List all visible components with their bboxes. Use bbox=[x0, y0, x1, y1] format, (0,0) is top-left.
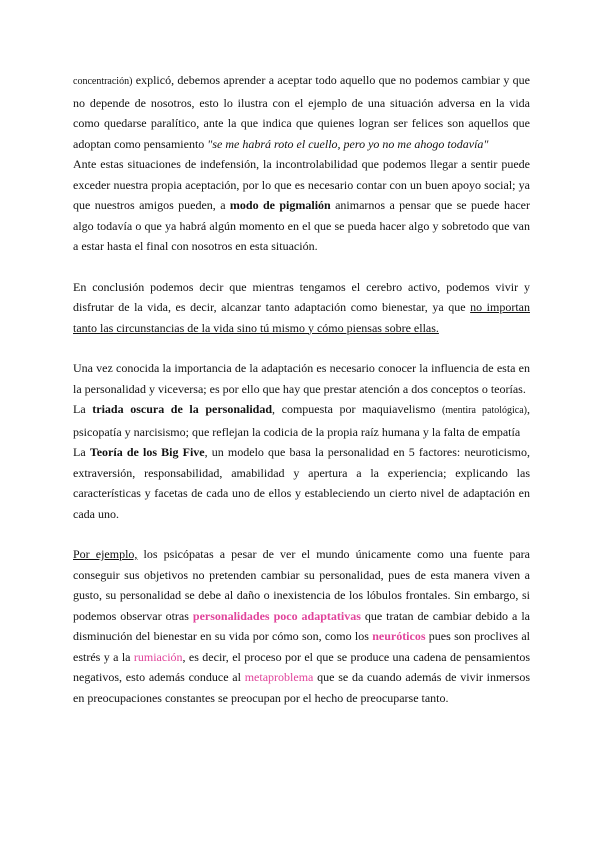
highlighted-term: rumiación bbox=[133, 649, 183, 664]
underlined-lead: Por ejemplo, bbox=[73, 547, 138, 561]
highlighted-term: metaproblema bbox=[244, 670, 314, 684]
paragraph-text: que se da cuando además de vivir inmersos en preocupaciones constantes se preocupan por el hecho de preocuparse tanto. bbox=[73, 670, 530, 705]
paragraph-text: Una vez conocida la importancia de la adaptación es necesario conocer la influencia de esta en la personalidad y viceversa; es por ello que hay que prestar atención a dos conceptos o teorías. bbox=[73, 361, 530, 396]
paragraph-text: En conclusión podemos decir que mientras tengamos el cerebro activo, podemos vivir y disfrutar de la vida, es decir, alcanzar tanto adaptación como bienestar, ya que bbox=[73, 279, 530, 314]
parenthetical-fragment: (mentira patológica) bbox=[442, 405, 527, 416]
bold-term: modo de pigmalión bbox=[229, 198, 331, 212]
highlighted-term: neuróticos bbox=[372, 629, 426, 643]
paragraph-text: , psicopatía y narcisismo; que reflejan la codicia de la propia raíz humana y la falta de empatía bbox=[73, 402, 530, 439]
bold-term: Teoría de los Big Five bbox=[89, 445, 205, 459]
paragraph-text: animarnos a pensar que se puede hacer algo todavía o que ya habrá algún momento en el que se pueda hacer algo y sobretodo que van a estar hasta el final con nosotros en esta situación. bbox=[73, 198, 530, 253]
highlighted-term: personalidades poco adaptativas bbox=[192, 608, 361, 623]
paragraph-text: La bbox=[73, 445, 90, 459]
paragraph-text: , es decir, el proceso por el que se produce una cadena de pensamientos negativos, esto además conduce al bbox=[73, 649, 530, 684]
paragraph-text: explicó, debemos aprender a aceptar todo aquello que no podemos cambiar y que no depende de nosotros, esto lo ilustra con el ejemplo de una situación adversa en la vida como quedarse paralítico, ante la que indica que quienes logran ser felices son aquellos que adoptan como pensamiento bbox=[73, 73, 530, 151]
paragraph-example bbox=[73, 544, 530, 708]
paragraph-text: La bbox=[73, 402, 93, 416]
paragraph-social-support bbox=[73, 154, 530, 257]
paragraph-text: , un modelo que basa la personalidad en 5 factores: neuroticismo, extraversión, responsabilidad, amabilidad y apertura a la experiencia; explicando las características y facetas de cada uno de ellos y estableciendo un cierto nivel de adaptación en cada uno. bbox=[73, 445, 530, 521]
paragraph-dark-triad bbox=[73, 399, 530, 442]
quote-text: "se me habrá roto el cuello, pero yo no me ahogo todavía" bbox=[207, 136, 489, 151]
paragraph-conclusion bbox=[73, 277, 530, 339]
paragraph-personality-intro bbox=[73, 358, 530, 399]
paragraph-text: Ante estas situaciones de indefensión, la incontrolabilidad que podemos llegar a sentir puede exceder nuestra propia aceptación, por lo que es necesario contar con un buen apoyo social; ya que nuestros amigos pueden, a bbox=[73, 157, 530, 212]
paragraph-text: los psicópatas a pesar de ver el mundo únicamente como una fuente para conseguir sus objetivos no pretenden cambiar su personalidad, pues de esta manera viven a gusto, su personalidad se debe al daño o inexistencia de los lóbulos frontales. Sin embargo, si podemos observar otras bbox=[73, 547, 531, 623]
paragraph-text: pues son proclives al estrés y a la bbox=[73, 629, 531, 664]
paragraph-acceptance bbox=[73, 70, 530, 154]
paragraph-big-five bbox=[73, 442, 530, 524]
paragraph-text: que tratan de cambiar debido a la disminución del bienestar en su vida por cómo son, como los bbox=[73, 608, 530, 643]
bold-term: triada oscura de la personalidad bbox=[92, 402, 273, 416]
parenthetical-fragment: concentración) bbox=[73, 76, 133, 87]
underlined-statement: no importan tanto las circunstancias de la vida sino tú mismo y cómo piensas sobre ellas. bbox=[73, 300, 530, 335]
paragraph-text: , compuesta por maquiavelismo bbox=[272, 402, 443, 416]
